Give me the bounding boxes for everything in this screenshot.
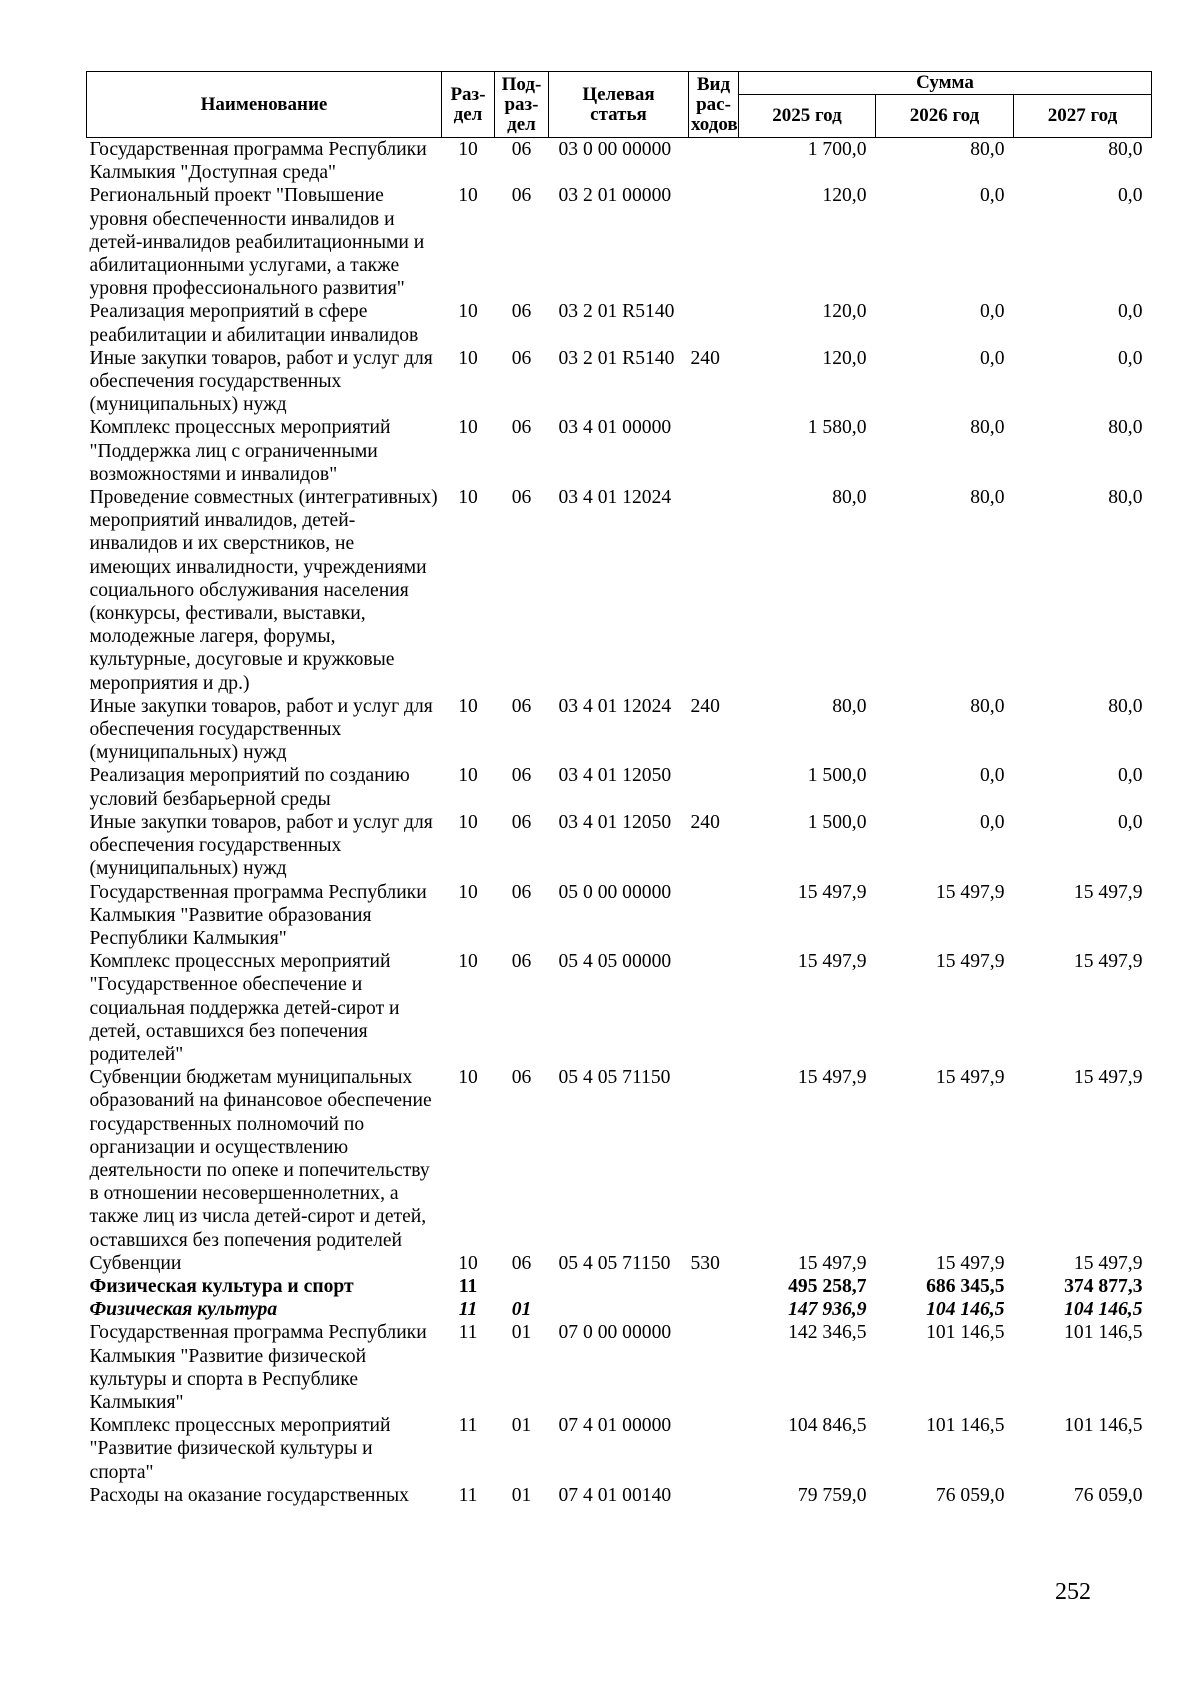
row-vid	[689, 1484, 739, 1507]
row-razdel: 10	[458, 139, 478, 160]
row-sum-2026: 0,0	[980, 185, 1005, 207]
row-name: Физическая культура	[89, 1299, 278, 1321]
row-celevaya: 03 2 01 R5140	[558, 301, 675, 323]
table-row	[87, 811, 1152, 881]
page-number: 252	[1055, 1579, 1091, 1605]
row-name: Проведение совместных (интегративных) мероприятий инвалидов, детей-инвалидов и их сверстников, не имеющих инвалидности, учреждениями социального обслуживания населения (конкурсы, фестивали, выставки, молодежные лагеря, форумы, культурные, досуговые и кружковые мероприятия и др.)	[89, 487, 438, 694]
row-celevaya: 07 0 00 00000	[558, 1322, 672, 1344]
row-razdel: 10	[458, 487, 478, 509]
row-sum-2025: 147 936,9	[788, 1299, 867, 1321]
header-vid: Вид рас- ходов	[689, 72, 739, 138]
row-name: Физическая культура и спорт	[89, 1275, 354, 1297]
table-row	[87, 184, 1152, 300]
row-podrazdel: 06	[511, 185, 532, 207]
row-sum-2025: 495 258,7	[788, 1275, 867, 1297]
table-row	[87, 416, 1152, 486]
row-sum-2026: 0,0	[980, 347, 1005, 369]
row-podrazdel	[495, 1275, 549, 1298]
row-celevaya: 03 4 01 12024	[558, 695, 672, 717]
row-sum-2027: 15 497,9	[1073, 951, 1143, 973]
row-celevaya	[549, 1298, 689, 1321]
row-vid	[689, 138, 739, 185]
row-name: Комплекс процессных мероприятий "Государственное обеспечение и социальная поддержка детей-сирот и детей, оставшихся без попечения родителей"	[89, 951, 400, 1065]
row-sum-2026: 0,0	[980, 765, 1005, 787]
row-sum-2027: 80,0	[1108, 695, 1143, 717]
row-name: Региональный проект "Повышение уровня обеспеченности инвалидов и детей-инвалидов реабилитационными и абилитационными услугами, а также уровня профессионального развития"	[89, 185, 425, 300]
row-sum-2025: 104 846,5	[788, 1415, 867, 1437]
row-vid	[689, 1275, 739, 1298]
row-sum-2025: 120,0	[822, 347, 867, 369]
row-sum-2027: 104 146,5	[1064, 1299, 1143, 1321]
row-name: Субвенции бюджетам муниципальных образований на финансовое обеспечение государственных полномочий по организации и осуществлению деятельности по опеке и попечительству в отношении несовершеннолетних, а также лиц из числа детей-сирот и детей, оставшихся без попечения родителей	[89, 1067, 432, 1251]
row-celevaya: 03 4 01 12024	[558, 487, 672, 509]
row-vid: 240	[690, 347, 720, 369]
row-vid	[689, 1066, 739, 1252]
row-sum-2025: 15 497,9	[797, 1067, 867, 1089]
header-summa: Сумма	[739, 72, 1152, 95]
row-name: Субвенции	[89, 1252, 182, 1274]
row-podrazdel: 06	[511, 1252, 532, 1274]
row-sum-2027: 15 497,9	[1073, 881, 1143, 903]
table-row	[87, 486, 1152, 695]
row-sum-2026: 80,0	[970, 487, 1005, 509]
row-celevaya: 07 4 01 00140	[558, 1484, 672, 1506]
row-podrazdel: 01	[511, 1484, 532, 1506]
row-sum-2027: 80,0	[1108, 417, 1143, 439]
row-celevaya: 05 4 05 71150	[558, 1067, 671, 1089]
row-razdel: 10	[458, 695, 478, 717]
row-name: Комплекс процессных мероприятий "Поддержка лиц с ограниченными возможностями и инвалидов"	[89, 417, 391, 485]
row-sum-2025: 15 497,9	[797, 951, 867, 973]
row-celevaya: 05 4 05 71150	[558, 1252, 671, 1274]
row-sum-2025: 15 497,9	[797, 1252, 867, 1274]
row-vid	[689, 881, 739, 951]
table-body	[87, 138, 1152, 1507]
row-celevaya: 03 0 00 00000	[558, 139, 672, 160]
row-podrazdel: 06	[511, 695, 532, 717]
row-razdel: 10	[458, 951, 478, 973]
row-vid	[689, 1298, 739, 1321]
row-name: Комплекс процессных мероприятий "Развитие физической культуры и спорта"	[89, 1415, 391, 1483]
row-razdel: 11	[458, 1484, 478, 1506]
row-name: Реализация мероприятий в сфере реабилитации и абилитации инвалидов	[89, 301, 419, 346]
row-name: Государственная программа Республики Калмыкия "Развитие физической культуры и спорта в Республике Калмыкия"	[89, 1322, 427, 1413]
row-vid: 240	[690, 811, 720, 833]
row-vid: 530	[690, 1252, 720, 1274]
table-row	[87, 1414, 1152, 1484]
table-header	[87, 72, 1152, 138]
row-vid	[689, 184, 739, 300]
row-sum-2027: 0,0	[1118, 301, 1143, 323]
row-celevaya: 05 0 00 00000	[558, 881, 672, 903]
row-podrazdel: 06	[511, 951, 532, 973]
row-sum-2027: 374 877,3	[1064, 1275, 1143, 1297]
row-sum-2027: 15 497,9	[1073, 1252, 1143, 1274]
row-sum-2026: 80,0	[970, 139, 1005, 160]
table-row	[87, 300, 1152, 346]
row-sum-2026: 101 146,5	[926, 1322, 1005, 1344]
row-razdel: 10	[458, 765, 478, 787]
row-sum-2026: 80,0	[970, 695, 1005, 717]
row-vid	[689, 764, 739, 810]
row-razdel: 10	[458, 1252, 478, 1274]
row-sum-2025: 142 346,5	[788, 1322, 867, 1344]
row-podrazdel: 06	[511, 487, 532, 509]
row-sum-2026: 15 497,9	[935, 881, 1005, 903]
row-sum-2027: 80,0	[1108, 487, 1143, 509]
row-razdel: 11	[458, 1299, 478, 1321]
row-razdel: 10	[458, 301, 478, 323]
row-celevaya: 07 4 01 00000	[558, 1415, 672, 1437]
row-razdel: 10	[458, 417, 478, 439]
row-sum-2025: 1 580,0	[807, 417, 867, 439]
row-razdel: 10	[458, 1067, 478, 1089]
row-sum-2027: 101 146,5	[1064, 1322, 1143, 1344]
row-sum-2025: 1 500,0	[807, 765, 867, 787]
table-row	[87, 881, 1152, 951]
header-2027: 2027 год	[1014, 95, 1152, 138]
header-2026: 2026 год	[876, 95, 1014, 138]
row-sum-2026: 15 497,9	[935, 951, 1005, 973]
row-vid	[689, 950, 739, 1066]
row-name: Иные закупки товаров, работ и услуг для обеспечения государственных (муниципальных) нужд	[89, 811, 433, 880]
row-razdel: 10	[458, 347, 478, 369]
row-podrazdel: 01	[511, 1322, 532, 1344]
budget-table-page	[86, 71, 1151, 1507]
row-sum-2025: 80,0	[832, 487, 867, 509]
row-razdel: 11	[458, 1322, 478, 1344]
row-sum-2027: 0,0	[1118, 185, 1143, 207]
header-razdel: Раз- дел	[442, 72, 495, 138]
table-row	[87, 1484, 1152, 1507]
row-sum-2025: 80,0	[832, 695, 867, 717]
row-podrazdel: 06	[511, 811, 532, 833]
header-2025: 2025 год	[739, 95, 876, 138]
row-podrazdel: 06	[511, 347, 532, 369]
row-sum-2027: 15 497,9	[1073, 1067, 1143, 1089]
row-razdel: 10	[458, 881, 478, 903]
row-sum-2025: 15 497,9	[797, 881, 867, 903]
row-podrazdel: 01	[511, 1299, 532, 1321]
row-celevaya: 03 2 01 00000	[558, 185, 672, 207]
header-name: Наименование	[87, 72, 442, 138]
row-sum-2025: 1 700,0	[807, 139, 867, 160]
budget-table	[86, 71, 1152, 1507]
row-podrazdel: 06	[511, 765, 532, 787]
row-sum-2027: 0,0	[1118, 765, 1143, 787]
row-vid	[689, 1321, 739, 1414]
row-sum-2025: 120,0	[822, 301, 867, 323]
table-row	[87, 1066, 1152, 1252]
table-row	[87, 1298, 1152, 1321]
row-sum-2025: 120,0	[822, 185, 867, 207]
row-name: Государственная программа Республики Калмыкия "Развитие образования Республики Калмыкия"	[89, 881, 427, 949]
row-sum-2027: 0,0	[1118, 347, 1143, 369]
row-podrazdel: 06	[511, 417, 532, 439]
header-celevaya: Целевая статья	[549, 72, 689, 138]
table-row	[87, 695, 1152, 765]
row-razdel: 10	[458, 811, 478, 833]
table-row	[87, 138, 1152, 185]
row-celevaya: 03 4 01 12050	[558, 811, 672, 833]
row-razdel: 11	[458, 1275, 478, 1297]
row-vid	[689, 1414, 739, 1484]
header-podrazdel: Под- раз- дел	[495, 72, 549, 138]
row-podrazdel: 06	[511, 301, 532, 323]
row-sum-2027: 80,0	[1108, 139, 1143, 160]
row-celevaya: 03 4 01 00000	[558, 417, 672, 439]
row-sum-2026: 76 059,0	[935, 1484, 1005, 1506]
row-sum-2027: 101 146,5	[1064, 1415, 1143, 1437]
row-sum-2027: 76 059,0	[1073, 1484, 1143, 1506]
row-podrazdel: 06	[511, 139, 532, 160]
row-vid	[689, 416, 739, 486]
row-name: Реализация мероприятий по созданию условий безбарьерной среды	[89, 765, 410, 810]
row-celevaya: 05 4 05 00000	[558, 951, 672, 973]
row-razdel: 11	[458, 1415, 478, 1437]
row-sum-2026: 80,0	[970, 417, 1005, 439]
row-vid	[689, 486, 739, 695]
row-celevaya	[549, 1275, 689, 1298]
row-sum-2026: 15 497,9	[935, 1252, 1005, 1274]
row-sum-2026: 104 146,5	[926, 1299, 1005, 1321]
row-sum-2026: 101 146,5	[926, 1415, 1005, 1437]
row-podrazdel: 06	[511, 881, 532, 903]
row-name: Расходы на оказание государственных	[89, 1484, 409, 1506]
row-sum-2025: 1 500,0	[807, 811, 867, 833]
row-podrazdel: 06	[511, 1067, 532, 1089]
table-row	[87, 347, 1152, 417]
table-row	[87, 1275, 1152, 1298]
row-sum-2026: 0,0	[980, 811, 1005, 833]
row-sum-2026: 0,0	[980, 301, 1005, 323]
row-sum-2026: 686 345,5	[926, 1275, 1005, 1297]
row-celevaya: 03 4 01 12050	[558, 765, 672, 787]
table-row	[87, 1321, 1152, 1414]
table-row	[87, 1252, 1152, 1275]
row-name: Иные закупки товаров, работ и услуг для обеспечения государственных (муниципальных) нужд	[89, 695, 433, 764]
row-sum-2025: 79 759,0	[797, 1484, 867, 1506]
row-name: Иные закупки товаров, работ и услуг для обеспечения государственных (муниципальных) нужд	[89, 347, 433, 416]
row-vid	[689, 300, 739, 346]
row-vid: 240	[690, 695, 720, 717]
row-name: Государственная программа Республики Калмыкия "Доступная среда"	[89, 139, 427, 184]
table-row	[87, 950, 1152, 1066]
row-sum-2027: 0,0	[1118, 811, 1143, 833]
table-row	[87, 764, 1152, 810]
row-razdel: 10	[458, 185, 478, 207]
row-podrazdel: 01	[511, 1415, 532, 1437]
row-celevaya: 03 2 01 R5140	[558, 347, 675, 369]
row-sum-2026: 15 497,9	[935, 1067, 1005, 1089]
